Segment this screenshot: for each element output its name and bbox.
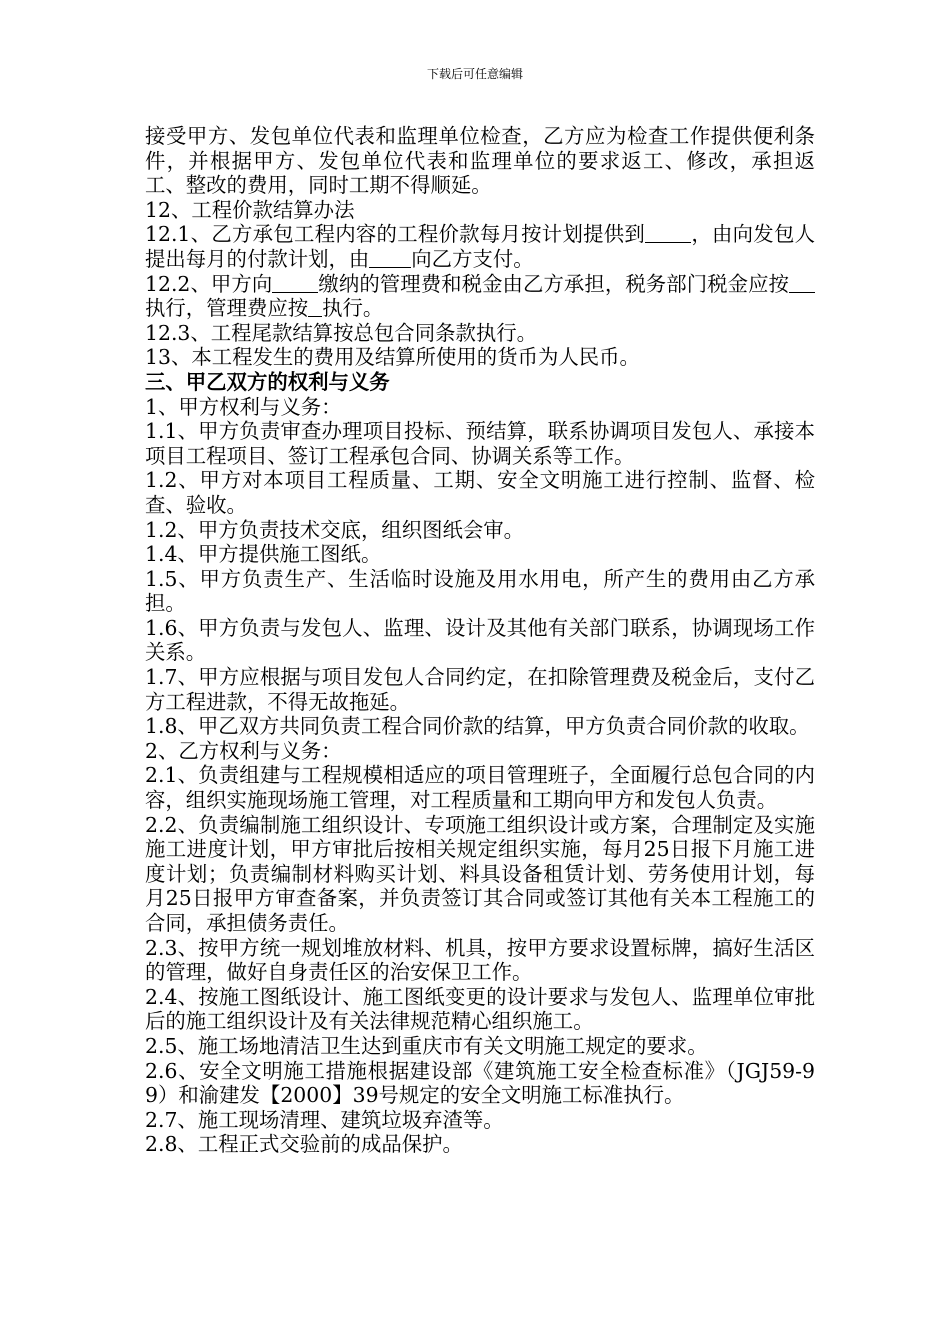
clause-12-2-text-b: 缴纳的管理费和税金由乙方承担，税务部门税金应按 xyxy=(318,271,790,296)
clause-1-6: 1.6、甲方负责与发包人、监理、设计及其他有关部门联系，协调现场工作关系。 xyxy=(145,615,815,665)
clause-12-1 xyxy=(145,222,815,271)
blank-line xyxy=(272,274,318,293)
clause-2-3: 2.3、按甲方统一规划堆放材料、机具，按甲方要求设置标牌，搞好生活区的管理，做好自身责任区的治安保卫工作。 xyxy=(145,935,815,985)
blank-line xyxy=(308,298,322,317)
page-header: 下载后可任意编辑 xyxy=(426,67,523,81)
party-b-title: 2、乙方权利与义务： xyxy=(145,738,342,763)
clause-12-2-text-c: 执行，管理费应按 xyxy=(145,296,309,321)
clause-12-1-text-c: 向乙方支付。 xyxy=(411,246,534,271)
clause-12-2 xyxy=(145,272,815,321)
clause-12-2-text-d: 执行。 xyxy=(322,296,384,321)
clause-12-1-text-b: ，由向发包人提出每月的付款计划，由 xyxy=(145,222,816,271)
clause-2-4: 2.4、按施工图纸设计、施工图纸变更的设计要求与发包人、监理单位审批后的施工组织设计及有关法律规范精心组织施工。 xyxy=(145,984,815,1034)
clause-1-7: 1.7、甲方应根据与项目发包人合同约定，在扣除管理费及税金后，支付乙方工程进款，不得无故拖延。 xyxy=(145,665,815,714)
section-12-title: 12、工程价款结算办法 xyxy=(145,197,355,222)
clause-12-1-text-a: 12.1、乙方承包工程内容的工程价款每月按计划提供到 xyxy=(145,222,646,247)
clause-1-4: 1.4、甲方提供施工图纸。 xyxy=(145,542,382,567)
clause-2-2: 2.2、负责编制施工组织设计、专项施工组织设计或方案，合理制定及实施施工进度计划，甲方审批后按相关规定组织实施，每月25日报下月施工进度计划；负责编制材料购买计划、料具设备租赁计划、劳务使用计划，每月25日报甲方审查备案，并负责签订其合同或签订其他有关本工程施工的合同，承担债务责任。 xyxy=(145,812,815,935)
clause-1-2b: 1.2、甲方负责技术交底，组织图纸会审。 xyxy=(145,517,525,542)
clause-1-8: 1.8、甲乙双方共同负责工程合同价款的结算，甲方负责合同价款的收取。 xyxy=(145,714,810,739)
blank-line xyxy=(369,249,411,268)
clause-1-2a: 1.2、甲方对本项目工程质量、工期、安全文明施工进行控制、监督、检查、验收。 xyxy=(145,468,815,517)
clause-12-2-text-a: 12.2、甲方向 xyxy=(145,271,273,296)
section-13: 13、本工程发生的费用及结算所使用的货币为人民币。 xyxy=(145,345,640,370)
paragraph-inspection: 接受甲方、发包单位代表和监理单位检查，乙方应为检查工作提供便利条件，并根据甲方、发包单位代表和监理单位的要求返工、修改，承担返工、整改的费用，同时工期不得顺延。 xyxy=(145,124,815,198)
chapter-3-heading: 三、甲乙双方的权利与义务 xyxy=(145,369,390,394)
party-a-title: 1、甲方权利与义务： xyxy=(145,394,342,419)
clause-2-1: 2.1、负责组建与工程规模相适应的项目管理班子，全面履行总包合同的内容，组织实施现场施工管理，对工程质量和工期向甲方和发包人负责。 xyxy=(145,763,815,813)
clause-1-5: 1.5、甲方负责生产、生活临时设施及用水用电，所产生的费用由乙方承担。 xyxy=(145,566,815,616)
clause-12-3: 12.3、工程尾款结算按总包合同条款执行。 xyxy=(145,320,538,345)
clause-2-8: 2.8、工程正式交验前的成品保护。 xyxy=(145,1132,463,1157)
clause-2-5: 2.5、施工场地清洁卫生达到重庆市有关文明施工规定的要求。 xyxy=(145,1033,708,1058)
clause-2-7: 2.7、施工现场清理、建筑垃圾弃渣等。 xyxy=(145,1107,504,1132)
document-body xyxy=(145,124,815,1157)
blank-line xyxy=(645,224,691,243)
clause-1-1: 1.1、甲方负责审查办理项目投标、预结算，联系协调项目发包人、承接本项目工程项目、签订工程承包合同、协调关系等工作。 xyxy=(145,419,815,468)
blank-line xyxy=(789,274,815,293)
clause-2-6: 2.6、安全文明施工措施根据建设部《建筑施工安全检查标准》（JGJ59-99）和渝建发【2000】39号规定的安全文明施工标准执行。 xyxy=(145,1058,815,1108)
